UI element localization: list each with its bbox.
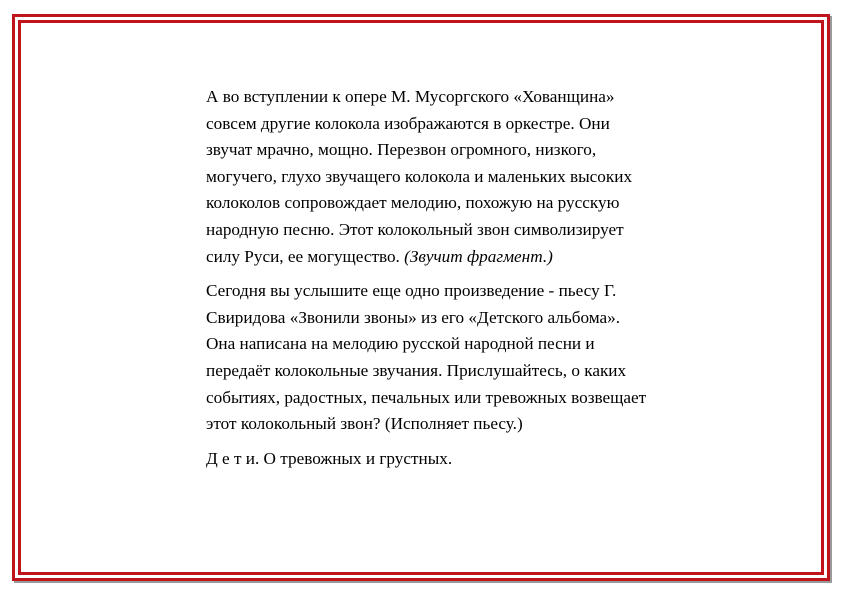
stage-direction: (Звучит фрагмент.) [404,246,553,266]
text-line: Свиридова «Звонили звоны» из его «Детского альбома». [206,307,621,327]
paragraph-sviridov [206,278,726,438]
text-segment: силу Руси, ее могущество. [206,246,405,266]
document-text [206,84,726,480]
text-line: звучат мрачно, мощно. Перезвон огромного, низкого, [206,140,597,160]
text-line: А во вступлении к опере М. Мусоргского «Хованщина» [206,87,615,106]
text-line: могучего, глухо звучащего колокола и маленьких высоких [206,166,633,186]
text-line: колоколов сопровождает мелодию, похожую на русскую [206,193,620,213]
text-line: Д е т и. О тревожных и грустных. [206,448,453,468]
text-line [206,244,726,271]
text-line: событиях, радостных, печальных или тревожных возвещает [206,387,647,407]
text-line: Она написана на мелодию русской народной песни и [206,334,595,354]
text-line: передаёт колокольные звучания. Прислушайтесь, о каких [206,360,627,380]
paragraph-children-answer [206,446,726,473]
paragraph-overture [206,84,726,270]
text-line: этот колокольный звон? (Исполняет пьесу.) [206,414,523,434]
text-line: Сегодня вы услышите еще одно произведение - пьесу Г. [206,281,617,301]
text-line: народную песню. Этот колокольный звон символизирует [206,219,624,239]
text-line: совсем другие колокола изображаются в оркестре. Они [206,113,610,133]
